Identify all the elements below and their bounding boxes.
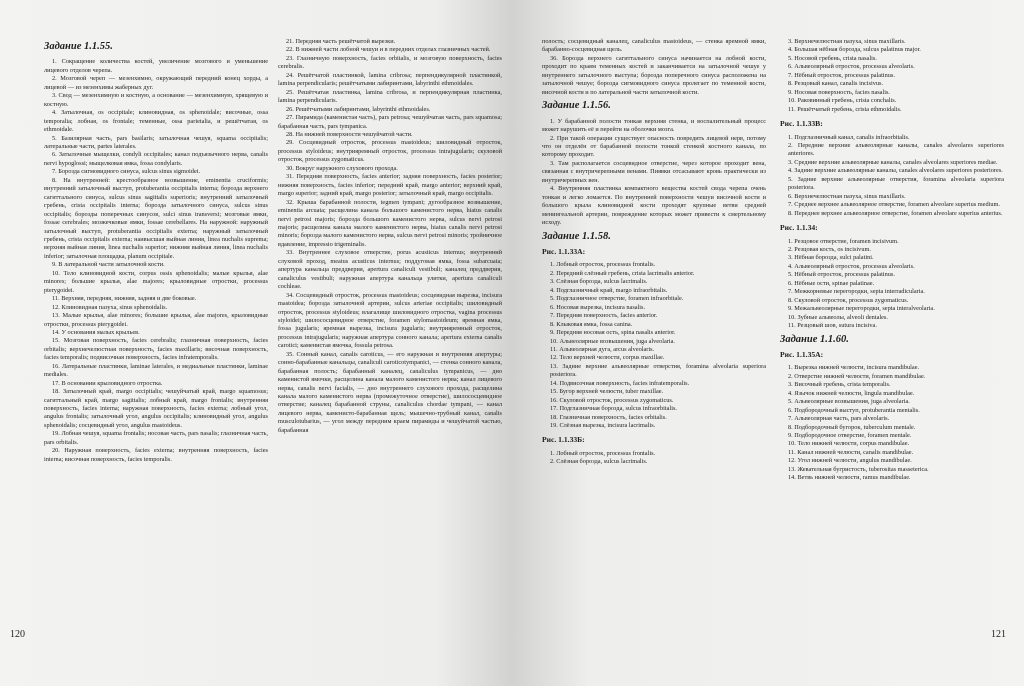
- answer-list-item: 11. Резцовый шов, sutura incisiva.: [788, 322, 877, 330]
- answer-list-item: 13. Жевательная бугристость, tuberositas masseterica.: [788, 465, 929, 473]
- answer-paragraph: 20. Наружная поверхность, facies externa; внутренняя поверхность, facies interna; височная поверхность, facies temporalis.: [44, 447, 268, 463]
- answer-paragraph: 3. Свод — мезенхимную и костную, а основание — мезенхимную, хрящевую и костную.: [44, 92, 268, 108]
- answer-list-item: 4. Задние верхние альвеолярные каналы, canales alveolares superiores posteriores.: [788, 167, 1003, 175]
- answer-list-item: 2. Передние верхние альвеолярные каналы, canales alveolares superiores anteriores.: [788, 141, 1004, 158]
- left-page-column-1: [44, 38, 268, 464]
- answer-list-item: 4. Большая нёбная борозда, sulcus palatinus major.: [788, 46, 921, 54]
- answer-list-item: 10. Зубные альвеолы, alveoli dentales.: [788, 313, 888, 321]
- answer-paragraph: 34. Сосцевидный отросток, processus mastoideus; сосцевидная вырезка, incisura mastoidea; борозда затылочной артерии, sulcus arteriae occipitalis; шиловидный отросток, processus styloideus; влагалище шиловидного отростка, vagina processus styloidei; шилососцевидное отверстие, foramen stylomastoideum; яремная ямка, fossa jugularis; яремная вырезка, incisura jugularis; внутрияремный отросток, processus intrajugularis; наружная апертура сонного канала; apertura externa canalis carotici; каменистая ямочка, fossula petrosa.: [278, 291, 502, 350]
- answer-list-item: 14. Подвисочная поверхность, facies infratemporalis.: [550, 379, 690, 387]
- answer-paragraph: 22. В нижней части лобной чешуи и в передних отделах глазничных частей.: [286, 46, 491, 54]
- left-page-column-2: [278, 38, 502, 435]
- task-heading: Задание 1.1.58.: [542, 230, 611, 242]
- answer-list-item: 4. Альвеолярный отросток, processus alveolaris.: [788, 262, 915, 270]
- answer-list-item: 3. Верхнечелюстная пазуха, sinus maxillaris.: [788, 38, 906, 45]
- answer-paragraph: 5. Базилярная часть, pars basilaris; затылочная чешуя, squama occipitalis; латеральные части, partes laterales.: [44, 134, 268, 150]
- answer-paragraph: 25. Решётчатая пластинка, lamina cribrosa, и перпендикулярная пластинка, lamina perpendicularis.: [278, 88, 502, 105]
- answer-list-item: 9. Межальвеолярные перегородки, septa interalveolaria.: [788, 305, 935, 313]
- answer-paragraph: 23. Глазничную поверхность, facies orbitalis, и мозговую поверхность, facies cerebralis.: [278, 54, 502, 71]
- answer-list-item: 1. Вырезка нижней челюсти, incisura mandibulae.: [788, 364, 920, 372]
- right-page-column-1: [542, 38, 766, 467]
- answer-list-item: 1. Лобный отросток, processus frontalis.: [550, 449, 656, 457]
- figure-heading: Рис. 1.1.35А:: [780, 349, 824, 359]
- answer-list-item: 3. Нёбная борозда, sulci palatini.: [788, 254, 874, 262]
- answer-paragraph: 6. Затылочные мыщелки, condyli occipitales; канал подъязычного нерва, canalis nervi hypoglossi; мыщелковая ямка, fossa condylaris.: [44, 151, 268, 167]
- answer-list-item: 12. Угол нижней челюсти, angulus mandibulae.: [788, 457, 912, 465]
- answer-list-item: 15. Бугор верхней челюсти, tuber maxillae.: [550, 388, 664, 396]
- answer-list-item: 18. Глазничная поверхность, facies orbitalis.: [550, 413, 667, 421]
- answer-list-item: 9. Носовая поверхность, facies nasalis.: [788, 88, 891, 96]
- answer-paragraph: 36. Борозда верхнего сагиттального синуса начинается на лобной кости, проходит по краям теменных костей и заканчивается на затылочной чешуе у внутреннего затылочного выступа; борозда поперечного синуса расположена на затылочной чешуе; борозда сигмовидного синуса пролегает по теменной кости, височной кости и по латеральной части затылочной кости.: [542, 54, 766, 96]
- answer-list-item: 12. Тело верхней челюсти, corpus maxillae.: [550, 354, 665, 362]
- answer-list-item: 8. Подбородочный бугорок, tuberculum mentale.: [788, 423, 916, 431]
- answer-list-item: 9. Подбородочное отверстие, foramen mentale.: [788, 432, 912, 440]
- answer-continuation: полость; сосцевидный каналец, canaliculus mastoideus, — стенка яремной ямки, барабанно-сосцевидная щель.: [542, 38, 766, 54]
- answer-list-item: 2. Передний слёзный гребень, crista lacrimalis anterior.: [550, 269, 695, 277]
- answer-list-item: 8. Переднее верхнее альвеолярное отверстие, foramen alveolare superius anterius.: [788, 209, 1003, 217]
- answer-list-item: 8. Клыковая ямка, fossa canina.: [550, 320, 633, 328]
- answer-list-item: 13. Задние верхние альвеолярные отверстия, foramina alveolaria superiora posteriora.: [550, 362, 766, 379]
- figure-heading: Рис. 1.1.33Б:: [542, 435, 585, 445]
- answer-list-item: 7. Межкорневые перегородки, septa interradicularia.: [788, 288, 925, 296]
- answer-list-item: 5. Нёбный отросток, processus palatinus.: [788, 271, 895, 279]
- answer-list-item: 16. Скуловой отросток, processus zygomaticus.: [550, 396, 674, 404]
- answer-paragraph: 14. У основания малых крыльев.: [52, 328, 140, 336]
- answer-list-item: 14. Ветвь нижней челюсти, ramus mandibulae.: [788, 474, 911, 482]
- answer-paragraph: 19. Лобная чешуя, squama frontalis; носовая часть, pars nasalis; глазничная часть, pars orbitalis.: [44, 430, 268, 446]
- answer-list-item: 8. Скуловой отросток, processus zygomaticus.: [788, 296, 909, 304]
- answer-list-item: 11. Решётчатый гребень, crista ethmoidalis.: [788, 105, 902, 113]
- answer-paragraph: 32. Крыша барабанной полости, tegmen tympani; дугообразное возвышение, eminentia arcuata; расщелина канала большого каменистого нерва, hiatus canalis nervi petrosi majoris; борозда большого каменистого нерва, sulcus nervi petrosi majoris; расщелина канала малого каменистого нерва, hiatus canalis nervi petrosi minoris; борозда малого каменистого нерва, sulcus nervi petrosi minoris; тройничное вдавление, impressio trigeminalis.: [278, 198, 502, 248]
- answer-list-item: 3. Средние верхние альвеолярные каналы, canales alveolares superiores mediae.: [788, 158, 998, 166]
- answer-paragraph: 1. Сокращение количества костей, увеличение мозгового и уменьшение лицевого отделов черепа.: [44, 58, 268, 74]
- task-heading: Задание 1.1.60.: [780, 333, 849, 345]
- answer-paragraph: 4. Внутренняя пластинка компактного вещества костей свода черепа очень тонкая и легко ломается. По внутренней поверхности чешуи височной кости и большого крыла клиновидной кости проходят крупные ветви средней менингеальной артерии, повреждение которых может привести к смертельному исходу.: [542, 185, 766, 227]
- answer-paragraph: 16. Латеральные пластинки, laminae laterales, и медиальные пластинки, laminae mediales.: [44, 362, 268, 379]
- answer-list-item: 10. Альвеолярные возвышения, juga alveolaria.: [550, 337, 675, 345]
- page-number-right: 121: [991, 629, 1006, 640]
- answer-paragraph: 27. Пирамида (каменистая часть), pars petrosa; чешуйчатая часть, pars squamosa; барабанная часть, pars tympanica.: [278, 114, 502, 130]
- answer-list-item: 6. Нёбные ости, spinae palatinae.: [788, 279, 875, 287]
- answer-list-item: 5. Носовой гребень, crista nasalis.: [788, 54, 877, 62]
- figure-heading: Рис. 1.1.34:: [780, 223, 818, 233]
- figure-heading: Рис. 1.1.33А:: [542, 246, 586, 256]
- answer-list-item: 6. Подбородочный выступ, protuberantia mentalis.: [788, 406, 920, 414]
- answer-list-item: 1. Резцовое отверстие, foramen incisivum.: [788, 237, 899, 245]
- answer-list-item: 2. Отверстие нижней челюсти, foramen mandibulae.: [788, 372, 926, 380]
- answer-paragraph: 26. Решётчатыми лабиринтами, labyrinthi ethmoidales.: [286, 105, 431, 113]
- answer-list-item: 2. Слёзная борозда, sulcus lacrimalis.: [550, 458, 648, 466]
- answer-paragraph: 2. При такой операции существует опасность повредить лицевой нерв, потому что он отделён от барабанной полости тонкой стенкой костного канала, по которому проходит.: [542, 134, 766, 159]
- answer-paragraph: 11. Верхняя, передняя, нижняя, задняя и две боковые.: [52, 295, 197, 303]
- answer-paragraph: 35. Сонный канал, canalis caroticus, — его наружная и внутренняя апертуры; сонно-барабанные канальцы, canaliculi caroticotympanici, — стенка сонного канала, барабанная полость; барабанный каналец, canaliculus tympanicus, — дно каменистой ямочки, расщелина канала малого каменистого нерва; канал лицевого нерва, canalis nervi facialis, — дно внутреннего слухового прохода, расщелина канала малого каменистого нерва (промежуточное отверстие), шилососцевидное отверстие; каналец барабанной струны, canaliculus chordae tympani, — канал лицевого нерва, каменисто-барабанная щель; мышечно-трубный канал, canalis musculotubarius, — угол между передним краем пирамиды и чешуйчатой частью, барабанная: [278, 350, 502, 434]
- answer-paragraph: 7. Борозда сигмовидного синуса, sulcus sinus sigmoidei.: [52, 168, 201, 176]
- answer-paragraph: 9. В латеральной части затылочной кости.: [52, 261, 165, 269]
- answer-list-item: 5. Подглазничное отверстие, foramen infraorbitale.: [550, 295, 684, 303]
- answer-paragraph: 1. У барабанной полости тонкая верхняя стенка, и воспалительный процесс может нарушить её и перейти на оболочки мозга.: [542, 117, 766, 134]
- answer-list-item: 7. Передняя поверхность, facies anterior.: [550, 312, 658, 320]
- answer-paragraph: 10. Тело клиновидной кости, corpus ossis sphenoidalis; малые крылья, alae minores; большие крылья, alae majores; крыловидные отростки, processus pterygoidei.: [44, 269, 268, 294]
- answer-list-item: 10. Раковинный гребень, crista conchalis.: [788, 97, 897, 105]
- answer-paragraph: 31. Передняя поверхность, facies anterior; задняя поверхность, facies posterior; нижняя поверхность, facies inferior; передний край, margo anterior; верхний край, margo superior; задний край, margo posterior; затылочный край, margo occipitalis.: [278, 173, 502, 198]
- answer-list-item: 2. Резцовая кость, os incisivum.: [788, 245, 871, 253]
- answer-paragraph: 17. В основании крыловидного отростка.: [52, 379, 163, 387]
- answer-list-item: 11. Альвеолярная дуга, arcus alveolaris.: [550, 345, 655, 353]
- answer-paragraph: 15. Мозговая поверхность, facies cerebralis; глазничная поверхность, facies orbitalis; верхнечелюстная поверхность, facies maxillaris; височная поверхность, facies temporalis; подвисочная поверхность, facies infratemporalis.: [44, 337, 268, 362]
- answer-list-item: 7. Нёбный отросток, processus palatinus.: [788, 71, 895, 79]
- task-heading: Задание 1.1.55.: [44, 41, 113, 52]
- answer-list-item: 7. Альвеолярная часть, pars alveolaris.: [788, 415, 890, 423]
- answer-paragraph: 24. Решётчатой пластинкой, lamina cribrosa; перпендикулярной пластинкой, lamina perpendicularis; решётчатыми лабиринтами, labyrinthi ethmoidales.: [278, 71, 502, 88]
- answer-paragraph: 33. Внутреннее слуховое отверстие, porus acusticus internus; внутренний слуховой проход, meatus acusticus internus; поддуговая ямка, fossa subarcuata; апертура канальца преддверия, apertura canaliculi vestibuli; каналец преддверия, canaliculus vestibuli; наружная апертура канальца улитки, apertura canaliculi cochleae.: [278, 249, 502, 291]
- answer-paragraph: 13. Малые крылья, alae minores; большие крылья, alae majores, крыловидные отростки, processus pterygoidei.: [44, 312, 268, 328]
- answer-list-item: 19. Слёзная вырезка, incisura lacrimalis.: [550, 422, 656, 430]
- page-number-left: 120: [10, 629, 25, 640]
- answer-list-item: 17. Подглазничная борозда, sulcus infraorbitalis.: [550, 405, 677, 413]
- answer-list-item: 10. Тело нижней челюсти, corpus mandibulae.: [788, 440, 910, 448]
- answer-paragraph: 29. Сосцевидный отросток, processus mastoideus; шиловидный отросток, processus styloideus; внутрияремный отросток, processus intrajugularis; скуловой отросток, processus zygomaticus.: [278, 139, 502, 164]
- answer-paragraph: 2. Мозговой череп — мезенхимно, окружающий передний конец хорды, а лицевой — из мезенхимы жаберных дуг.: [44, 75, 268, 91]
- answer-list-item: 5. Альвеолярные возвышения, juga alveolaria.: [788, 398, 910, 406]
- answer-list-item: 6. Альвеолярный отросток, processus alveolaris.: [788, 63, 915, 71]
- answer-list-item: 8. Резцовый канал, canalis incisivus.: [788, 80, 884, 88]
- task-heading: Задание 1.1.56.: [542, 100, 611, 112]
- figure-heading: Рис. 1.1.33В:: [780, 119, 823, 129]
- answer-list-item: 4. Язычок нижней челюсти, lingula mandibulae.: [788, 389, 915, 397]
- answer-list-item: 7. Среднее верхнее альвеолярное отверстие, foramen alveolare superius medium.: [788, 201, 1000, 209]
- answer-paragraph: 12. Клиновидная пазуха, sinus sphenoidalis.: [52, 303, 168, 311]
- answer-list-item: 3. Слёзная борозда, sulcus lacrimalis.: [550, 278, 648, 286]
- answer-paragraph: 3. Там располагается сосцевидное отверстие, через которое проходит вена, связанная с внутричерепными венами. Пиявки отсасывают кровь практически из внутричерепных вен.: [542, 159, 766, 184]
- answer-paragraph: 18. Затылочный край, margo occipitalis; чешуйчатый край, margo squamosus; сагиттальный край, margo sagittalis; лобный край, margo frontalis; внутренняя поверхность, facies interna; наружная поверхность, facies externa; лобный угол, angulus frontalis; затылочный угол, angulus occipitalis; клиновидный угол, angulus sphenoidalis; сосцевидный угол, angulus mastoideus.: [44, 388, 268, 429]
- right-page-column-2: [780, 38, 1004, 483]
- answer-list-item: 6. Верхнечелюстная пазуха, sinus maxillaris.: [788, 192, 906, 200]
- answer-list-item: 9. Передняя носовая ость, spina nasalis anterior.: [550, 329, 676, 337]
- answer-paragraph: 28. На нижней поверхности чешуйчатой части.: [286, 130, 413, 138]
- answer-list-item: 1. Подглазничный канал, canalis infraorbitalis.: [788, 133, 910, 141]
- answer-list-item: 1. Лобный отросток, processus frontalis.: [550, 261, 656, 269]
- right-page: [512, 0, 1024, 686]
- answer-list-item: 5. Задние верхние альвеолярные отверстия, foramina alveolaria superiora posteriora.: [788, 175, 1004, 192]
- answer-paragraph: 4. Затылочная, os occipitale; клиновидная, os sphenoidale; височные, ossa temporalia; лобная, os frontale; теменные, ossa parietalia, и решётчатая, os ethmoidale.: [44, 109, 268, 134]
- answer-paragraph: 30. Вокруг наружного слухового прохода.: [286, 164, 398, 172]
- answer-list-item: 11. Канал нижней челюсти, canalis mandibulae.: [788, 448, 914, 456]
- answer-list-item: 3. Височный гребень, crista temporalis.: [788, 381, 891, 389]
- answer-paragraph: 8. На внутренней: крестообразное возвышение, eminentia cruciformis; внутренний затылочный выступ, protuberantia occipitalis interna; борозда верхнего сагиттального синуса, sulcus sinus sagittalis superioris; внутренний затылочный гребень, crista occipitalis interna; борозда затылочного синуса, sulcus sinus occipitalis; борозды поперечных синусов, sulci sinus transversi; мозговые ямки, fossae cerebrales; мозжечковые ямки, fossae cerebellares. На наружной: наружный затылочный выступ, protuberantia occipitalis externa; наружный затылочный гребень, crista occipitalis externa; наивысшая выйная линия, linea nuchalis suprema; верхняя выйная линия, linea nuchalis superior; нижняя выйная линия, linea nuchalis inferior; затылочная площадка, planum occipitale.: [44, 176, 268, 260]
- answer-paragraph: 21. Передняя часть решётчатой вырезки.: [286, 38, 396, 45]
- answer-list-item: 6. Носовая вырезка, incisura nasalis.: [550, 303, 646, 311]
- answer-list-item: 4. Подглазничный край, margo infraorbitalis.: [550, 286, 668, 294]
